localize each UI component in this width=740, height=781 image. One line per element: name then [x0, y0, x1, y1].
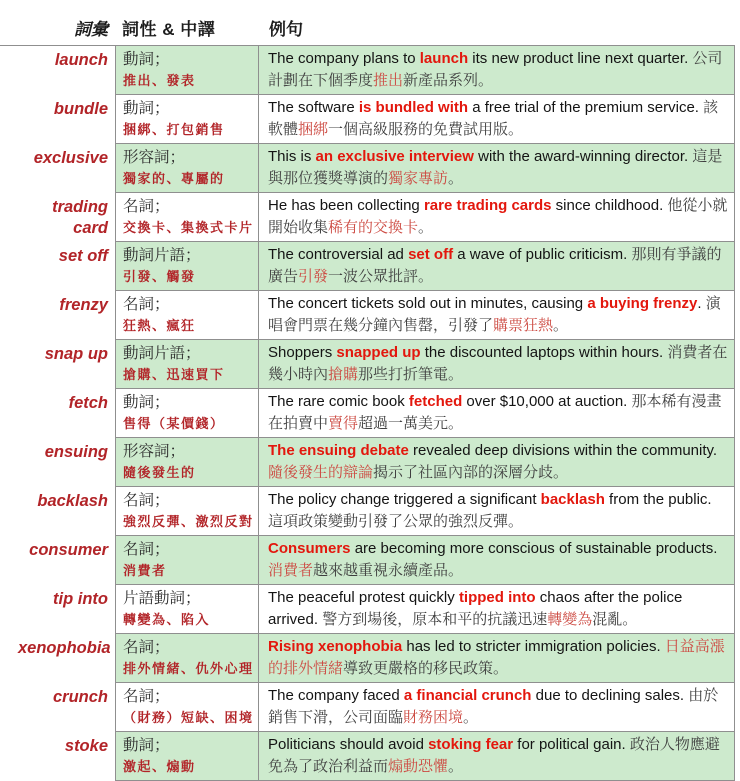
table-row: [0, 438, 735, 487]
example-text-segment: 日益高漲的排外情緒: [268, 638, 725, 677]
chinese-translation: （財務）短缺、困境: [123, 711, 254, 726]
example-text-segment: snapped up: [336, 344, 421, 361]
word-cell: [0, 683, 115, 732]
table-row: [0, 585, 735, 634]
chinese-translation: 轉變為、陷入: [123, 613, 211, 628]
table-row: [0, 683, 735, 732]
example-cell: [259, 95, 735, 144]
word-cell: [0, 340, 115, 389]
example-text-segment: 他從小就開始收集: [268, 197, 728, 236]
vocab-word: set off: [58, 247, 108, 265]
example-text-segment: a buying frenzy: [587, 295, 698, 312]
word-cell: [0, 193, 115, 242]
word-cell: [0, 732, 115, 781]
example-text-segment: 財務困境: [403, 709, 464, 726]
table-row: [0, 732, 735, 781]
example-text-segment: has led to stricter immigration policies.: [402, 638, 665, 655]
example-text-segment: Politicians should avoid: [268, 736, 429, 753]
vocab-word: bundle: [53, 100, 108, 118]
example-text-segment: a wave of public criticism.: [453, 246, 632, 263]
word-cell: [0, 46, 115, 95]
pos-cell: [115, 291, 259, 340]
part-of-speech: 名詞；: [123, 492, 170, 509]
example-text-segment: revealed deep divisions within the community.: [408, 442, 718, 459]
table-row: [0, 634, 735, 683]
header-word-label: 詞彙: [74, 20, 108, 39]
example-text-segment: backlash: [540, 491, 605, 508]
table-row: [0, 536, 735, 585]
word-cell: [0, 487, 115, 536]
example-text-segment: 。: [463, 709, 479, 726]
example-text-segment: is bundled with: [358, 99, 469, 116]
example-cell: [259, 487, 735, 536]
pos-cell: [115, 340, 259, 389]
example-text-segment: 警方到場後，原本和平的抗議迅速: [322, 611, 548, 628]
chinese-translation: 售得（某價錢）: [123, 417, 225, 432]
chinese-translation: 激起、煽動: [123, 760, 196, 775]
pos-cell: [115, 144, 259, 193]
example-text-segment: The controversial ad: [268, 246, 409, 263]
table-row: [0, 95, 735, 144]
part-of-speech: 片語動詞；: [123, 590, 201, 607]
table-row: [0, 487, 735, 536]
example-text-segment: Consumers: [268, 540, 351, 557]
example-text-segment: The software: [268, 99, 359, 116]
example-text-segment: 演唱會門票在幾分鐘內售罄，引發了: [268, 295, 721, 334]
example-text-segment: 捆綁: [298, 121, 329, 138]
vocab-word: tip into: [53, 590, 108, 608]
part-of-speech: 形容詞；: [123, 443, 186, 460]
pos-cell: [115, 585, 259, 634]
table-row: [0, 46, 735, 95]
chinese-translation: 捆綁、打包銷售: [123, 123, 225, 138]
part-of-speech: 動詞；: [123, 51, 170, 68]
pos-cell: [115, 487, 259, 536]
example-text-segment: for political gain.: [513, 736, 630, 753]
part-of-speech: 名詞；: [123, 639, 170, 656]
example-text-segment: over $10,000 at auction.: [462, 393, 632, 410]
example-text-segment: 搶購: [328, 366, 359, 383]
example-text-segment: 。: [448, 758, 464, 775]
example-text-segment: 。: [553, 317, 569, 334]
example-text-segment: the discounted laptops within hours.: [420, 344, 668, 361]
example-text-segment: 揭示了社區內部的深層分歧。: [373, 464, 569, 481]
example-text-segment: The ensuing debate: [268, 442, 409, 459]
pos-cell: [115, 438, 259, 487]
example-text-segment: He has been collecting: [268, 197, 424, 214]
example-text-segment: 消費者在幾小時內: [268, 344, 728, 383]
word-cell: [0, 438, 115, 487]
vocab-table: [0, 8, 735, 781]
example-text-segment: 新產品系列。: [403, 72, 494, 89]
example-text-segment: Shoppers: [268, 344, 337, 361]
example-text-segment: rare trading cards: [423, 197, 552, 214]
example-text-segment: a free trial of the premium service.: [468, 99, 704, 116]
example-text-segment: The rare comic book: [268, 393, 409, 410]
part-of-speech: 動詞片語；: [123, 247, 201, 264]
chinese-translation: 狂熱、瘋狂: [123, 319, 196, 334]
pos-cell: [115, 683, 259, 732]
chinese-translation: 排外情緒、仇外心理: [123, 662, 254, 677]
example-text-segment: Rising xenophobia: [268, 638, 403, 655]
example-text-segment: stoking fear: [428, 736, 514, 753]
table-row: [0, 144, 735, 193]
vocab-word: consumer: [29, 541, 108, 559]
vocab-word: backlash: [37, 492, 108, 510]
vocab-word: frenzy: [59, 296, 108, 314]
example-text-segment: launch: [419, 50, 469, 67]
example-text-segment: The company faced: [268, 687, 404, 704]
example-text-segment: 一個高級服務的免費試用版。: [328, 121, 524, 138]
example-text-segment: 獨家專訪: [388, 170, 449, 187]
example-text-segment: 導致更嚴格的移民政策。: [343, 660, 509, 677]
part-of-speech: 動詞；: [123, 394, 170, 411]
example-text-segment: 那些打折筆電。: [358, 366, 464, 383]
example-text-segment: 公司計劃在下個季度: [268, 50, 723, 89]
example-text-segment: 那則有爭議的廣告: [268, 246, 722, 285]
example-text-segment: 推出: [373, 72, 404, 89]
vocab-word: trading card: [52, 198, 108, 237]
chinese-translation: 獨家的、專屬的: [123, 172, 225, 187]
part-of-speech: 形容詞；: [123, 149, 186, 166]
header-pos-label: 詞性 & 中譯: [122, 20, 216, 39]
pos-cell: [115, 242, 259, 291]
example-text-segment: a financial crunch: [403, 687, 532, 704]
example-text-segment: 消費者: [268, 562, 314, 579]
chinese-translation: 隨後發生的: [123, 466, 196, 481]
vocab-word: ensuing: [44, 443, 108, 461]
vocab-word: crunch: [52, 688, 108, 706]
example-text-segment: set off: [408, 246, 454, 263]
example-text-segment: 。: [418, 219, 434, 236]
word-cell: [0, 95, 115, 144]
example-cell: [259, 683, 735, 732]
header-example-label: 例句: [269, 20, 303, 39]
word-cell: [0, 291, 115, 340]
example-text-segment: This is: [268, 148, 316, 165]
word-cell: [0, 634, 115, 683]
vocab-word: exclusive: [33, 149, 108, 167]
header-col-pos: [115, 8, 259, 45]
example-cell: [259, 438, 735, 487]
word-cell: [0, 242, 115, 291]
example-text-segment: 超過一萬美元。: [358, 415, 464, 432]
example-text-segment: 引發: [298, 268, 329, 285]
pos-cell: [115, 536, 259, 585]
example-text-segment: from the public.: [604, 491, 712, 508]
part-of-speech: 名詞；: [123, 688, 170, 705]
chinese-translation: 推出、發表: [123, 74, 196, 89]
pos-cell: [115, 389, 259, 438]
header-col-example: [259, 8, 735, 45]
word-cell: [0, 144, 115, 193]
example-text-segment: fetched: [408, 393, 463, 410]
example-text-segment: The company plans to: [268, 50, 420, 67]
word-cell: [0, 389, 115, 438]
example-text-segment: 一波公眾批評。: [328, 268, 434, 285]
example-cell: [259, 291, 735, 340]
pos-cell: [115, 95, 259, 144]
vocab-word: fetch: [68, 394, 108, 412]
chinese-translation: 強烈反彈、激烈反對: [123, 515, 254, 530]
part-of-speech: 名詞；: [123, 198, 170, 215]
example-text-segment: with the award-winning director.: [473, 148, 693, 165]
header-col-word: [0, 8, 115, 45]
part-of-speech: 名詞；: [123, 296, 170, 313]
example-text-segment: The concert tickets sold out in minutes, causing: [268, 295, 588, 312]
example-text-segment: 轉變為: [547, 611, 593, 628]
example-text-segment: 購票狂熱: [493, 317, 554, 334]
table-row: [0, 389, 735, 438]
word-cell: [0, 536, 115, 585]
table-row: [0, 340, 735, 389]
example-text-segment: are becoming more conscious of sustainable products.: [350, 540, 718, 557]
example-text-segment: 稀有的交換卡: [328, 219, 419, 236]
example-cell: [259, 732, 735, 781]
example-cell: [259, 389, 735, 438]
part-of-speech: 動詞片語；: [123, 345, 201, 362]
example-text-segment: The peaceful protest quickly: [268, 589, 459, 606]
example-text-segment: .: [697, 295, 706, 312]
example-text-segment: its new product line next quarter.: [468, 50, 693, 67]
table-row: [0, 193, 735, 242]
chinese-translation: 引發、觸發: [123, 270, 196, 285]
pos-cell: [115, 634, 259, 683]
example-cell: [259, 193, 735, 242]
example-text-segment: since childhood.: [551, 197, 668, 214]
example-text-segment: 政治人物應避免為了政治利益而: [268, 736, 720, 775]
chinese-translation: 搶購、迅速買下: [123, 368, 225, 383]
example-text-segment: 這是與那位獲獎導演的: [268, 148, 723, 187]
part-of-speech: 動詞；: [123, 100, 170, 117]
table-header-row: [0, 8, 735, 46]
example-text-segment: The policy change triggered a significant: [268, 491, 541, 508]
part-of-speech: 名詞；: [123, 541, 170, 558]
vocab-word: snap up: [44, 345, 108, 363]
example-text-segment: tipped into: [458, 589, 536, 606]
example-text-segment: 該軟體: [268, 99, 719, 138]
example-text-segment: 混亂。: [592, 611, 638, 628]
example-text-segment: 這項政策變動引發了公眾的強烈反彈。: [268, 513, 524, 530]
example-text-segment: 煽動恐懼: [388, 758, 449, 775]
example-text-segment: chaos after the police arrived.: [268, 589, 683, 628]
table-row: [0, 242, 735, 291]
example-text-segment: due to declining sales.: [531, 687, 689, 704]
example-cell: [259, 340, 735, 389]
example-text-segment: 賣得: [328, 415, 359, 432]
example-cell: [259, 585, 735, 634]
example-text-segment: an exclusive interview: [315, 148, 474, 165]
example-cell: [259, 536, 735, 585]
example-text-segment: 。: [448, 170, 464, 187]
pos-cell: [115, 193, 259, 242]
part-of-speech: 動詞；: [123, 737, 170, 754]
example-cell: [259, 46, 735, 95]
pos-cell: [115, 732, 259, 781]
example-cell: [259, 634, 735, 683]
table-body: [0, 46, 735, 781]
example-text-segment: 越來越重視永續產品。: [313, 562, 464, 579]
example-cell: [259, 144, 735, 193]
chinese-translation: 交換卡、集換式卡片: [123, 221, 254, 236]
example-cell: [259, 242, 735, 291]
vocab-word: stoke: [64, 737, 108, 755]
example-text-segment: 隨後發生的辯論: [268, 464, 374, 481]
pos-cell: [115, 46, 259, 95]
chinese-translation: 消費者: [123, 564, 167, 579]
word-cell: [0, 585, 115, 634]
vocab-word: launch: [54, 51, 108, 69]
example-text-segment: 那本稀有漫畫在拍賣中: [268, 393, 722, 432]
example-text-segment: 由於銷售下滑，公司面臨: [268, 687, 719, 726]
vocab-word: xenophobia: [18, 639, 111, 657]
table-row: [0, 291, 735, 340]
